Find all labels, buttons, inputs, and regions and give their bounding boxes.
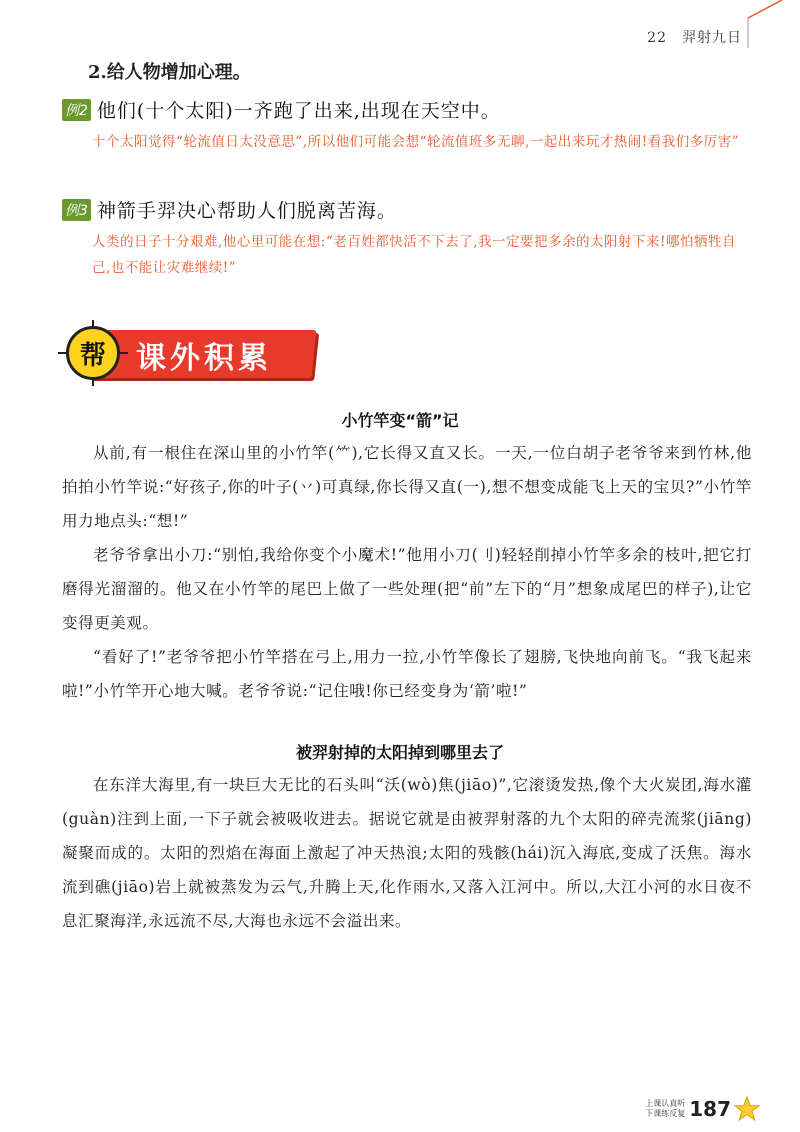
crosshair-badge-icon: [66, 326, 120, 380]
article-paragraph: 从前,有一根住在深山里的小竹竿(⺮),它长得又直又长。一天,一位白胡子老爷爷来到竹林,他拍拍小竹竿说:“好孩子,你的叶子(丷)可真绿,你长得又直(一),想不想变成能飞上天的宝贝?”小竹竿用力地点头:“想!”: [62, 444, 752, 530]
example-badge: 例2: [62, 99, 91, 121]
article-paragraph: 老爷爷拿出小刀:“别怕,我给你变个小魔术!”他用小刀(刂)轻轻削掉小竹竿多余的枝叶,把它打磨得光溜溜的。他又在小竹竿的尾巴上做了一些处理(把“前”左下的“月”想象成尾巴的样子),让它变得更美观。: [62, 546, 752, 632]
example-block: [62, 96, 752, 155]
article-title: 被羿射掉的太阳掉到哪里去了: [295, 743, 504, 762]
article-title: 小竹竿变“箭”记: [341, 411, 459, 430]
article-paragraph: “看好了!”老爷爷把小竹竿搭在弓上,用力一拉,小竹竿像长了翅膀,飞快地向前飞。“我飞起来啦!”小竹竿开心地大喊。老爷爷说:“记住哦!你已经变身为‘箭’啦!”: [62, 648, 752, 700]
article-paragraph: 在东洋大海里,有一块巨大无比的石头叫“沃(wò)焦(jiāo)”,它滚烫发热,像个大火炭团,海水灌(guàn)注到上面,一下子就会被吸收进去。据说它就是由被羿射落的九个太阳的碎壳流浆(jiāng)凝聚而成的。太阳的烈焰在海面上激起了冲天热浪;太阳的残骸(hái)沉入海底,变成了沃焦。海水流到礁(jiāo)岩上就被蒸发为云气,升腾上天,化作雨水,又落入江河中。所以,大江小河的水日夜不息汇聚海洋,永远流不尽,大海也永远不会溢出来。: [62, 776, 752, 930]
badge-char: 帮: [79, 340, 106, 371]
example-sentence: 他们(十个太阳)一齐跑了出来,出现在天空中。: [96, 100, 501, 122]
footer-slogan: [645, 1099, 685, 1119]
article-body: [62, 436, 752, 708]
example-answer: 十个太阳觉得“轮流值日太没意思”,所以他们可能会想“轮流值班多无聊,一起出来玩才热闹!看我们多厉害”: [92, 134, 740, 150]
example-badge: 例3: [62, 199, 91, 221]
header-label: 22 羿射九日: [647, 30, 742, 46]
star-icon: [734, 1096, 760, 1122]
example-answer: 人类的日子十分艰难,他心里可能在想:“老百姓都快活不下去了,我一定要把多余的太阳射下来!哪怕牺牲自己,也不能让灾难继续!”: [92, 234, 736, 276]
example-sentence: 神箭手羿决心帮助人们脱离苦海。: [96, 200, 397, 222]
page-number: 187: [689, 1097, 731, 1121]
footer-slogan-line: 下课练反复: [645, 1109, 686, 1118]
banner-title: 课外积累: [136, 341, 272, 376]
article-body: [62, 768, 752, 938]
footer-slogan-line: 上课认真听: [645, 1099, 686, 1108]
page-footer: [645, 1096, 760, 1122]
section-banner: [58, 320, 318, 388]
example-block: [62, 196, 752, 281]
section-title: 2.给人物增加心理。: [88, 62, 251, 83]
